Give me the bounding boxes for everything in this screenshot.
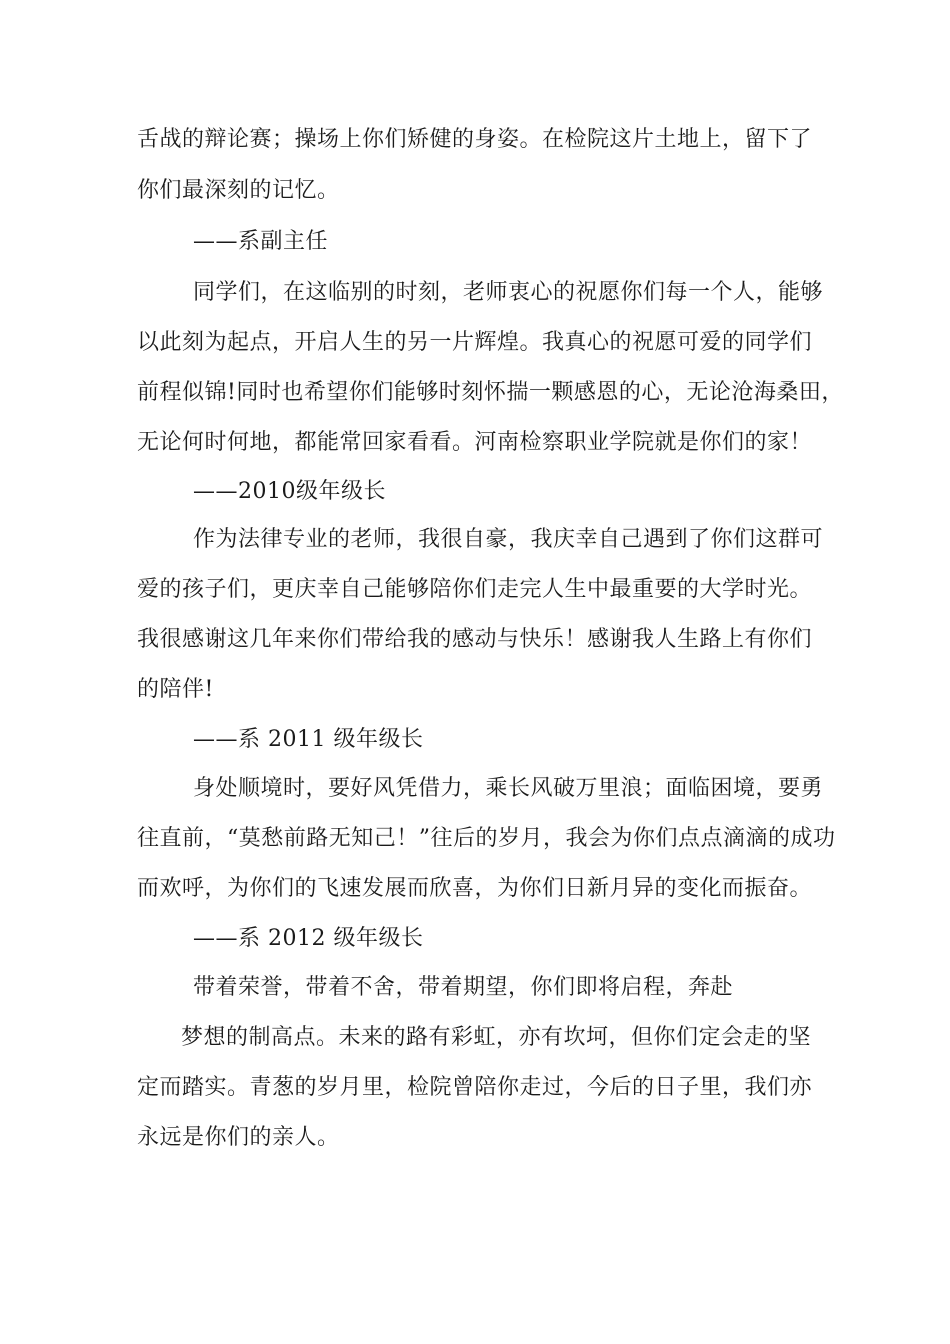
text-line: 你们最深刻的记忆。 bbox=[137, 178, 340, 203]
text-line: 舌战的辩论赛；操场上你们矫健的身姿。在检院这片土地上，留下了 bbox=[137, 127, 813, 152]
text-line: 以此刻为起点，开启人生的另一片辉煌。我真心的祝愿可爱的同学们 bbox=[137, 330, 813, 355]
text-line: 我很感谢这几年来你们带给我的感动与快乐！感谢我人生路上有你们 bbox=[137, 627, 813, 652]
text-line: 往直前，“莫愁前路无知己！”往后的岁月，我会为你们点点滴滴的成功 bbox=[137, 826, 836, 851]
signature-line: ——系 2012 级年级长 bbox=[193, 926, 424, 951]
text-line: 身处顺境时，要好风凭借力，乘长风破万里浪；面临困境，要勇 bbox=[193, 776, 824, 801]
signature-line: ——系副主任 bbox=[193, 229, 329, 254]
text-line: 前程似锦!同时也希望你们能够时刻怀揣一颗感恩的心，无论沧海桑田， bbox=[137, 380, 844, 405]
text-line: 作为法律专业的老师，我很自豪，我庆幸自己遇到了你们这群可 bbox=[193, 527, 824, 552]
text-line: 而欢呼，为你们的飞速发展而欣喜，为你们日新月异的变化而振奋。 bbox=[137, 876, 813, 901]
text-line: 的陪伴! bbox=[137, 677, 214, 702]
signature-line: ——系 2011 级年级长 bbox=[193, 727, 424, 752]
text-line: 永远是你们的亲人。 bbox=[137, 1125, 340, 1150]
text-line: 定而踏实。青葱的岁月里，检院曾陪你走过，今后的日子里，我们亦 bbox=[137, 1075, 813, 1100]
text-line: 同学们，在这临别的时刻，老师衷心的祝愿你们每一个人，能够 bbox=[193, 280, 824, 305]
text-line: 梦想的制高点。未来的路有彩虹，亦有坎坷，但你们定会走的坚 bbox=[181, 1025, 812, 1050]
text-line: 爱的孩子们，更庆幸自己能够陪你们走完人生中最重要的大学时光。 bbox=[137, 577, 813, 602]
text-line: 带着荣誉，带着不舍，带着期望，你们即将启程，奔赴 bbox=[193, 975, 734, 1000]
signature-line: ——2010级年级长 bbox=[193, 479, 386, 504]
text-line: 无论何时何地，都能常回家看看。河南检察职业学院就是你们的家！ bbox=[137, 430, 813, 455]
